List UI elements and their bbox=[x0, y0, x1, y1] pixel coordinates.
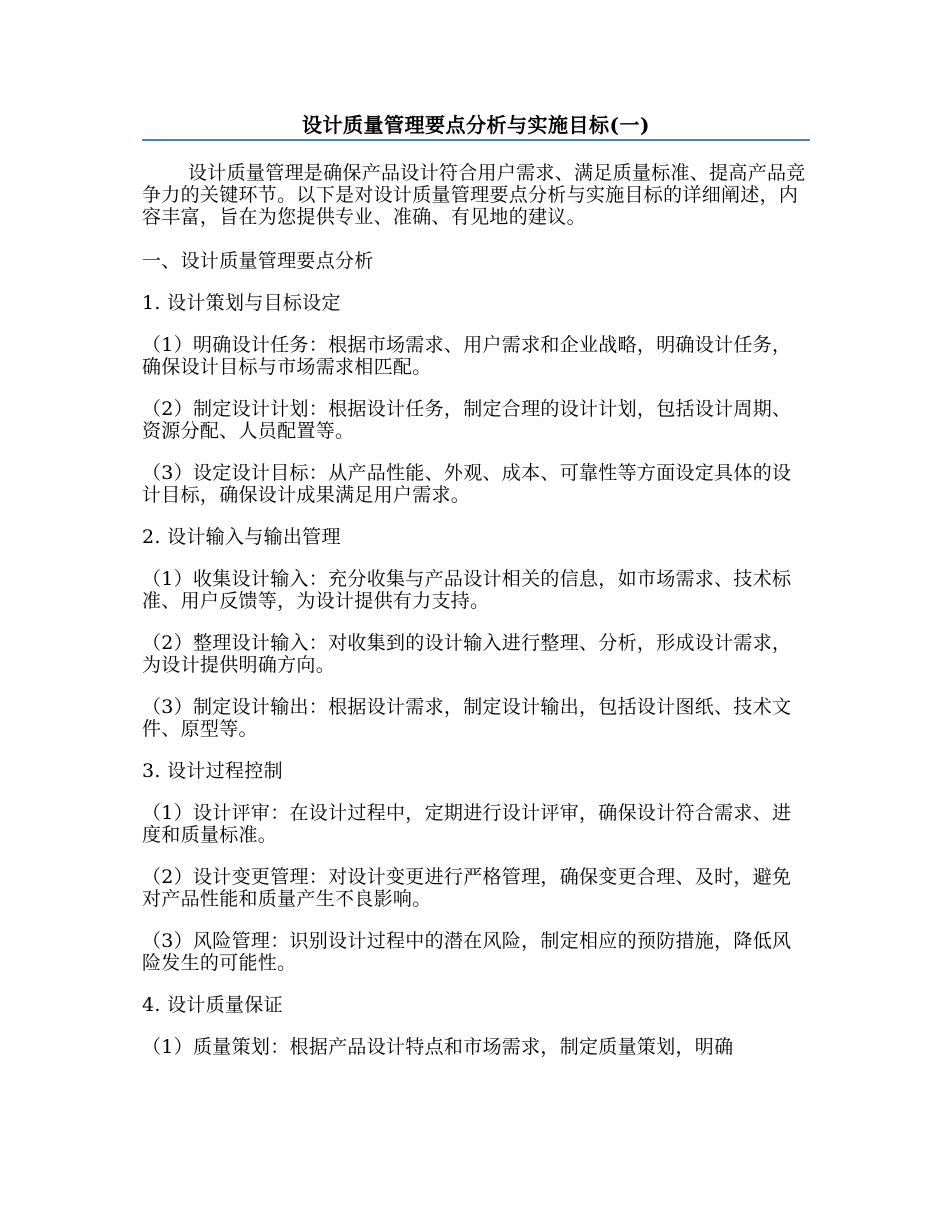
section-heading: 一、设计质量管理要点分析 bbox=[142, 250, 374, 272]
list-item: （3）制定设计输出：根据设计需求，制定设计输出，包括设计图纸、技术文件、原型等。 bbox=[142, 696, 792, 740]
subsection-heading: 4. 设计质量保证 bbox=[142, 994, 283, 1016]
list-item: （1）质量策划：根据产品设计特点和市场需求，制定质量策划，明确 bbox=[142, 1036, 734, 1058]
subsection-heading: 1. 设计策划与目标设定 bbox=[142, 292, 341, 314]
list-item: （1）明确设计任务：根据市场需求、用户需求和企业战略，明确设计任务，确保设计目标与市场需求相匹配。 bbox=[142, 334, 792, 378]
list-item: （2）设计变更管理：对设计变更进行严格管理，确保变更合理、及时，避免对产品性能和质量产生不良影响。 bbox=[142, 866, 792, 910]
intro-paragraph: 设计质量管理是确保产品设计符合用户需求、满足质量标准、提高产品竞争力的关键环节。以下是对设计质量管理要点分析与实施目标的详细阐述，内容丰富，旨在为您提供专业、准确、有见地的建议。 bbox=[142, 162, 806, 228]
list-item: （1）收集设计输入：充分收集与产品设计相关的信息，如市场需求、技术标准、用户反馈等，为设计提供有力支持。 bbox=[142, 568, 792, 612]
subsection-heading: 2. 设计输入与输出管理 bbox=[142, 526, 341, 548]
list-item: （2）制定设计计划：根据设计任务，制定合理的设计计划，包括设计周期、资源分配、人员配置等。 bbox=[142, 398, 792, 442]
document-title: 设计质量管理要点分析与实施目标(一) bbox=[302, 113, 650, 137]
list-item: （2）整理设计输入：对收集到的设计输入进行整理、分析，形成设计需求，为设计提供明确方向。 bbox=[142, 632, 792, 676]
subsection-heading: 3. 设计过程控制 bbox=[142, 760, 283, 782]
list-item: （1）设计评审：在设计过程中，定期进行设计评审，确保设计符合需求、进度和质量标准。 bbox=[142, 802, 792, 846]
document-body bbox=[142, 162, 810, 1078]
title-underline-divider bbox=[142, 139, 810, 141]
list-item: （3）风险管理：识别设计过程中的潜在风险，制定相应的预防措施，降低风险发生的可能性。 bbox=[142, 930, 792, 974]
list-item: （3）设定设计目标：从产品性能、外观、成本、可靠性等方面设定具体的设计目标，确保设计成果满足用户需求。 bbox=[142, 462, 792, 506]
